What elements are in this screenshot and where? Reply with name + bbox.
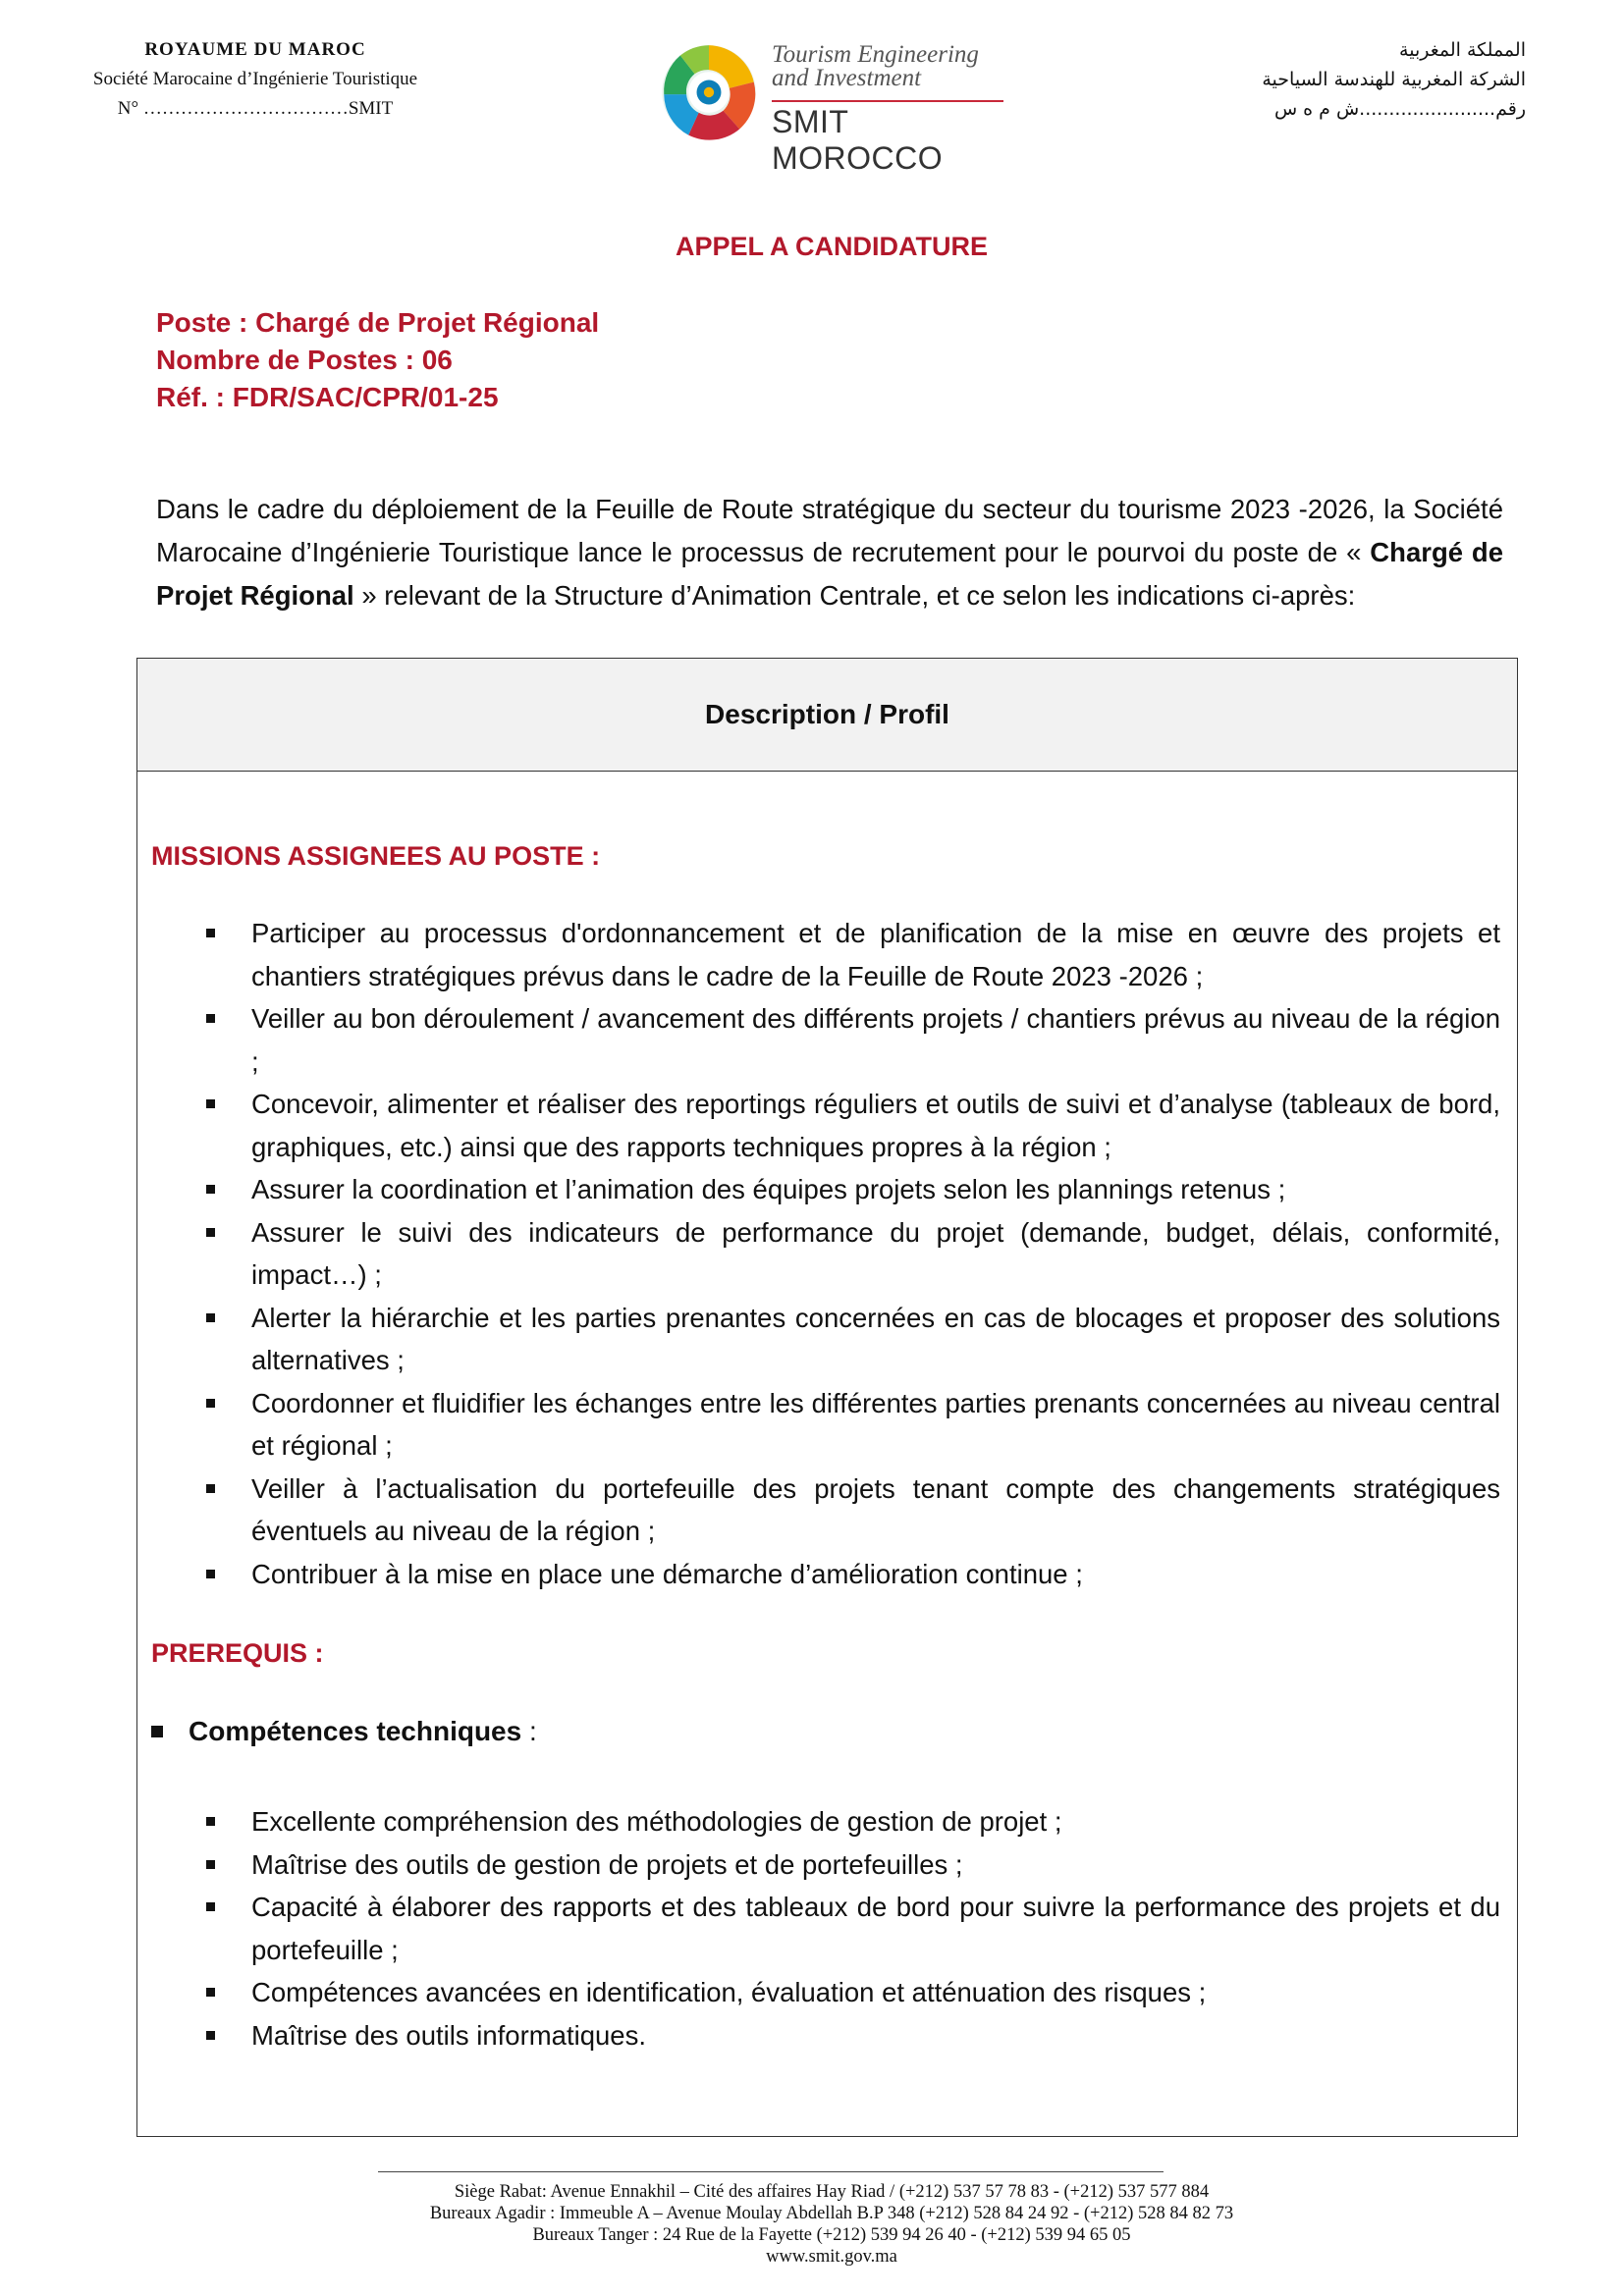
job-openings-count: Nombre de Postes : 06 (156, 345, 453, 375)
footer-address-tanger: Bureaux Tanger : 24 Rue de la Fayette (+212) 539 94 26 40 - (+212) 539 94 65 05 (532, 2225, 1131, 2245)
logo-brand: SMIT MOROCCO (772, 104, 944, 176)
smit-logo-icon (658, 41, 760, 143)
description-profile-box (136, 658, 1518, 2137)
list-item: Veiller à l’actualisation du portefeuille des projets tenant compte des changements stratégiques éventuels au niveau de la région ; (137, 1468, 1502, 1553)
missions-list (137, 912, 1502, 1595)
logo-tagline-line2: and Investment (772, 65, 922, 91)
box-heading: Description / Profil (137, 659, 1517, 772)
intro-text-2: » relevant de la Structure d’Animation Centrale, et ce selon les indications ci-après: (353, 580, 1356, 611)
technical-skills-title: Compétences techniques (189, 1716, 522, 1746)
intro-paragraph (156, 488, 1503, 617)
footer-address-agadir: Bureaux Agadir : Immeuble A – Avenue Moulay Abdellah B.P 348 (+212) 528 84 24 92 - (+212) 528 84 82 73 (429, 2204, 1234, 2223)
intro-text-1: Dans le cadre du déploiement de la Feuille de Route stratégique du secteur du tourisme 2023 -2026, la Société Marocaine d’Ingénierie Touristique lance le processus de recrutement pour le pourvoi du poste de « (156, 494, 1503, 567)
list-item: Assurer le suivi des indicateurs de performance du projet (demande, budget, délais, conformité, impact…) ; (137, 1211, 1502, 1297)
list-item: Concevoir, alimenter et réaliser des reportings réguliers et outils de suivi et d’analyse (tableaux de bord, graphiques, etc.) ainsi que des rapports techniques propres à la région ; (137, 1083, 1502, 1168)
header-left (59, 35, 452, 124)
company-name: Société Marocaine d’Ingénierie Touristique (92, 69, 418, 89)
header-right (1212, 35, 1526, 124)
missions-title: MISSIONS ASSIGNEES AU POSTE : (151, 841, 601, 871)
list-item: Veiller au bon déroulement / avancement des différents projets / chantiers prévus au niveau de la région ; (137, 997, 1502, 1083)
logo-tagline (772, 43, 979, 90)
reference-number-line: N° ……………………………SMIT (117, 98, 394, 119)
list-item: Alerter la hiérarchie et les parties prenantes concernées en cas de blocages et proposer des solutions alternatives ; (137, 1297, 1502, 1382)
logo-tagline-line1: Tourism Engineering (772, 41, 979, 68)
intro-highlight: Chargé de Projet Régional (156, 537, 1504, 611)
technical-skills-heading (151, 1716, 537, 1747)
reference-number-line-ar: رقم.......................ش م ه س (1273, 98, 1526, 120)
list-item: Contribuer à la mise en place une démarche d’amélioration continue ; (137, 1553, 1502, 1596)
smit-logo (658, 39, 1011, 176)
list-item: Maîtrise des outils de gestion de projets et de portefeuilles ; (137, 1843, 1502, 1887)
kingdom-name-ar: المملكة المغربية (1399, 39, 1526, 61)
technical-skills-list (137, 1800, 1502, 2056)
job-meta (156, 304, 599, 416)
technical-skills-colon: : (521, 1716, 537, 1746)
prerequisites-title: PREREQUIS : (151, 1638, 324, 1668)
square-bullet-icon (151, 1726, 163, 1737)
footer (0, 2181, 1624, 2268)
logo-divider (772, 100, 1003, 102)
list-item: Participer au processus d'ordonnancement et de planification de la mise en œuvre des projets et chantiers stratégiques prévus dans le cadre de la Feuille de Route 2023 -2026 ; (137, 912, 1502, 997)
list-item: Excellente compréhension des méthodologies de gestion de projet ; (137, 1800, 1502, 1843)
company-name-ar: الشركة المغربية للهندسة السياحية (1262, 69, 1526, 90)
list-item: Capacité à élaborer des rapports et des tableaux de bord pour suivre la performance des projets et du portefeuille ; (137, 1886, 1502, 1971)
footer-website: www.smit.gov.ma (766, 2247, 897, 2267)
footer-address-rabat: Siège Rabat: Avenue Ennakhil – Cité des affaires Hay Riad / (+212) 537 57 78 83 - (+212) 537 577 884 (454, 2182, 1210, 2202)
kingdom-name: ROYAUME DU MAROC (144, 39, 366, 60)
list-item: Assurer la coordination et l’animation des équipes projets selon les plannings retenus ; (137, 1168, 1502, 1211)
list-item: Compétences avancées en identification, évaluation et atténuation des risques ; (137, 1971, 1502, 2014)
list-item: Coordonner et fluidifier les échanges entre les différentes parties prenants concernées au niveau central et régional ; (137, 1382, 1502, 1468)
job-position: Poste : Chargé de Projet Régional (156, 307, 600, 338)
footer-divider (378, 2171, 1164, 2172)
document-title: APPEL A CANDIDATURE (675, 232, 988, 261)
list-item: Maîtrise des outils informatiques. (137, 2014, 1502, 2057)
job-reference: Réf. : FDR/SAC/CPR/01-25 (156, 382, 499, 412)
